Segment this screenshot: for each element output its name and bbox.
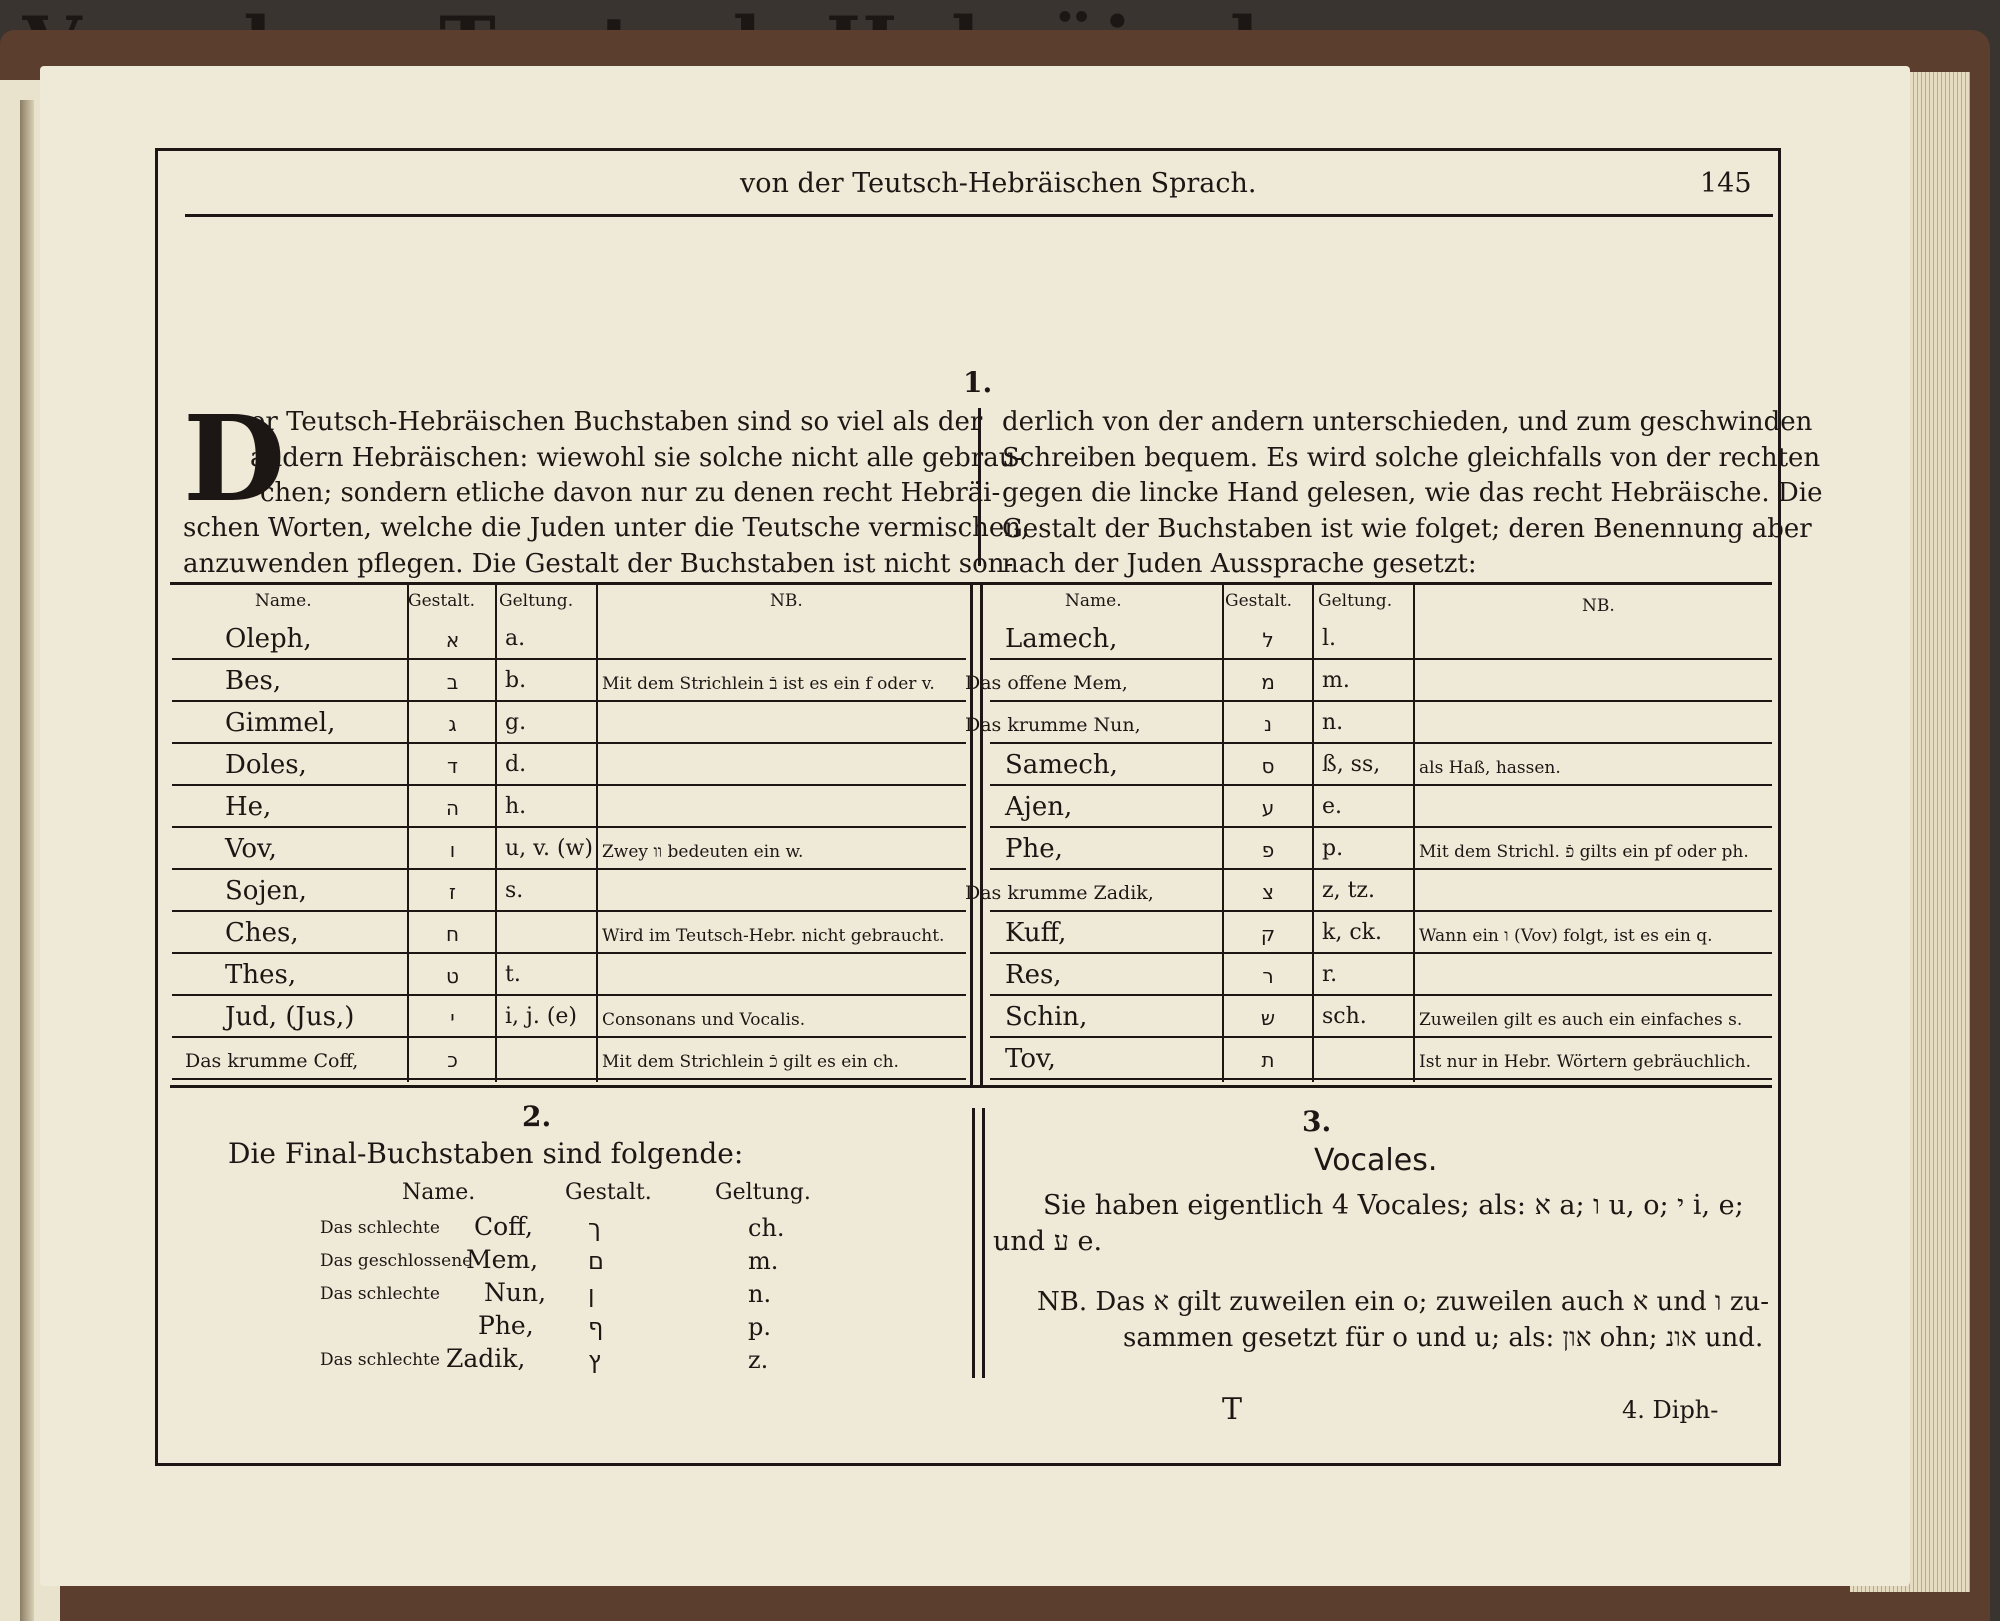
- letter-gestalt: נ: [1263, 712, 1272, 736]
- letter-name: Sojen,: [225, 876, 307, 906]
- letter-name: Oleph,: [225, 624, 312, 654]
- final-geltung: m.: [748, 1247, 779, 1275]
- letter-note: Mit dem Strichlein כֿ gilt es ein ch.: [602, 1052, 899, 1072]
- catchword: 4. Diph-: [1622, 1396, 1719, 1424]
- letter-name: Kuff,: [1005, 918, 1067, 948]
- letter-gestalt: ר: [1262, 964, 1274, 988]
- letter-note: Mit dem Strichl. פֿ gilts ein pf oder ph.: [1419, 842, 1749, 862]
- letter-geltung: u, v. (w): [505, 836, 593, 861]
- final-geltung: n.: [748, 1280, 772, 1308]
- table-row-rule: [172, 1078, 966, 1080]
- table-column-rule: [980, 582, 983, 1085]
- letter-geltung: p.: [1322, 836, 1344, 861]
- letter-note: Zwey וו bedeuten ein w.: [602, 842, 804, 862]
- book-gutter: [20, 100, 34, 1621]
- section-3-number: 3.: [1302, 1105, 1332, 1138]
- letter-gestalt: ס: [1261, 754, 1275, 778]
- text-line: andern Hebräischen: wiewohl sie solche nicht alle gebrau-: [250, 442, 1025, 473]
- left-header-gestalt: Gestalt.: [408, 591, 476, 611]
- letter-gestalt: ה: [445, 796, 460, 820]
- letter-name: Das krumme Nun,: [965, 714, 1141, 736]
- letter-geltung: k, ck.: [1322, 920, 1382, 945]
- letter-geltung: l.: [1322, 626, 1337, 651]
- table-row-rule: [990, 994, 1772, 996]
- table-column-rule: [407, 582, 409, 1082]
- letter-gestalt: ט: [446, 964, 459, 988]
- final-prefix: Das schlechte: [320, 1284, 440, 1304]
- drop-cap: D: [183, 389, 286, 528]
- right-header-name: Name.: [1065, 591, 1122, 611]
- right-header-geltung: Geltung.: [1318, 591, 1393, 611]
- letter-gestalt: ד: [447, 754, 458, 778]
- letter-gestalt: צ: [1262, 880, 1274, 904]
- letter-name: Jud, (Jus,): [225, 1002, 355, 1032]
- table-row-rule: [172, 952, 966, 954]
- table-row-rule: [990, 1078, 1772, 1080]
- table-column-rule: [596, 582, 598, 1082]
- letter-name: Gimmel,: [225, 708, 336, 738]
- text-line: schen Worten, welche die Juden unter die Teutsche vermischen,: [183, 513, 1030, 543]
- bottom-column-rule: [972, 1108, 975, 1378]
- letter-gestalt: כ: [447, 1048, 458, 1072]
- letter-gestalt: מ: [1261, 670, 1275, 694]
- letter-name: Das krumme Coff,: [185, 1050, 359, 1072]
- table-column-rule: [1222, 582, 1224, 1082]
- final-name: Zadik,: [446, 1344, 526, 1373]
- letter-name: He,: [225, 792, 272, 822]
- final-gestalt: ן: [588, 1280, 595, 1308]
- table-row-rule: [990, 784, 1772, 786]
- letter-geltung: g.: [505, 710, 527, 735]
- table-row-rule: [990, 1036, 1772, 1038]
- section-3-heading: Vocales.: [1314, 1143, 1438, 1178]
- table-column-rule: [970, 582, 973, 1085]
- table-column-rule: [1413, 582, 1415, 1082]
- letter-gestalt: ע: [1261, 796, 1275, 820]
- section-1-number: 1.: [963, 366, 993, 399]
- letter-name: Ches,: [225, 918, 299, 948]
- letter-name: Das krumme Zadik,: [965, 882, 1154, 904]
- letter-geltung: a.: [505, 626, 526, 651]
- text-line: Schreiben bequem. Es wird solche gleichfalls von der rechten: [1002, 442, 1821, 473]
- final-prefix: Das geschlossene: [320, 1251, 473, 1271]
- letter-gestalt: א: [445, 628, 460, 652]
- table-bottom-rule: [170, 1085, 1772, 1088]
- table-row-rule: [990, 952, 1772, 954]
- signature-mark: T: [1222, 1392, 1243, 1427]
- final-gestalt: ף: [588, 1313, 604, 1341]
- final-prefix: Das schlechte: [320, 1350, 440, 1370]
- table-row-rule: [990, 910, 1772, 912]
- final-geltung: p.: [748, 1313, 771, 1341]
- final-name: Mem,: [466, 1245, 539, 1274]
- letter-gestalt: י: [450, 1006, 455, 1030]
- letter-geltung: m.: [1322, 668, 1350, 693]
- section-1-right-text: [1002, 405, 1822, 583]
- letter-gestalt: ח: [445, 922, 460, 946]
- table-row-rule: [990, 826, 1772, 828]
- header-rule: [185, 214, 1773, 217]
- table-row-rule: [172, 868, 966, 870]
- left-header-geltung: Geltung.: [499, 591, 574, 611]
- letter-note: Zuweilen gilt es auch ein einfaches s.: [1419, 1010, 1743, 1030]
- final-col-gestalt: Gestalt.: [565, 1180, 652, 1205]
- text-line: nach der Juden Aussprache gesetzt:: [1002, 549, 1477, 579]
- letter-name: Ajen,: [1005, 792, 1073, 822]
- right-header-gestalt: Gestalt.: [1225, 591, 1293, 611]
- letter-geltung: n.: [1322, 710, 1344, 735]
- nb-line-2: sammen gesetzt für o und u; als: און ohn; אונ und.: [1123, 1323, 1764, 1353]
- page-number: 145: [1700, 168, 1752, 199]
- table-row-rule: [172, 658, 966, 660]
- letter-note: Consonans und Vocalis.: [602, 1010, 806, 1030]
- letter-gestalt: ש: [1260, 1006, 1276, 1030]
- letter-geltung: i, j. (e): [505, 1004, 578, 1029]
- table-row-rule: [990, 700, 1772, 702]
- letter-name: Vov,: [225, 834, 277, 864]
- letter-note: Ist nur in Hebr. Wörtern gebräuchlich.: [1419, 1052, 1752, 1072]
- letter-geltung: z, tz.: [1322, 878, 1376, 903]
- letter-gestalt: ז: [449, 880, 456, 904]
- section-1-left-text: [250, 405, 1024, 512]
- final-geltung: z.: [748, 1346, 769, 1374]
- text-line: chen; sondern etliche davon nur zu denen recht Hebräi-: [260, 478, 1001, 508]
- letter-gestalt: ג: [448, 712, 457, 736]
- bottom-column-rule-2: [982, 1108, 985, 1378]
- letter-note: Mit dem Strichlein בֿ ist es ein f oder v.: [602, 674, 935, 694]
- section-2-number: 2.: [522, 1100, 552, 1133]
- letter-name: Phe,: [1005, 834, 1063, 864]
- letter-name: Schin,: [1005, 1002, 1088, 1032]
- left-header-name: Name.: [255, 591, 312, 611]
- letter-geltung: b.: [505, 668, 527, 693]
- table-row-rule: [172, 910, 966, 912]
- letter-gestalt: ל: [1262, 628, 1274, 652]
- letter-geltung: e.: [1322, 794, 1343, 819]
- final-gestalt: ץ: [588, 1346, 601, 1374]
- letter-name: Doles,: [225, 750, 307, 780]
- text-line: anzuwenden pflegen. Die Gestalt der Buchstaben ist nicht son-: [183, 548, 1014, 579]
- final-name: Nun,: [484, 1278, 547, 1307]
- table-row-rule: [172, 994, 966, 996]
- letter-gestalt: ת: [1261, 1048, 1275, 1072]
- table-row-rule: [172, 1036, 966, 1038]
- final-name: Coff,: [474, 1212, 533, 1241]
- letter-note: als Haß, hassen.: [1419, 758, 1561, 778]
- final-name: Phe,: [478, 1311, 534, 1340]
- section-1-left-text-cont: [183, 511, 1029, 582]
- letter-name: Tov,: [1005, 1044, 1056, 1074]
- letter-note: Wann ein ו (Vov) folgt, ist es ein q.: [1419, 926, 1713, 946]
- letter-gestalt: ק: [1260, 922, 1276, 946]
- table-row-rule: [172, 742, 966, 744]
- letter-gestalt: פ: [1261, 838, 1275, 862]
- letter-geltung: ß, ss,: [1322, 752, 1381, 777]
- table-row-rule: [172, 826, 966, 828]
- table-row-rule: [172, 784, 966, 786]
- letter-geltung: r.: [1322, 962, 1338, 987]
- letter-name: Res,: [1005, 960, 1062, 990]
- vocales-line-2: und ע e.: [993, 1226, 1103, 1257]
- table-column-rule: [1312, 582, 1314, 1082]
- table-column-rule: [495, 582, 497, 1082]
- table-row-rule: [990, 742, 1772, 744]
- vocales-line-1: Sie haben eigentlich 4 Vocales; als: א a; ו u, o; י i, e;: [1043, 1190, 1744, 1221]
- letter-geltung: sch.: [1322, 1004, 1367, 1029]
- section-2-heading: Die Final-Buchstaben sind folgende:: [228, 1137, 744, 1170]
- letter-geltung: d.: [505, 752, 527, 777]
- letter-name: Thes,: [225, 960, 297, 990]
- table-row-rule: [990, 658, 1772, 660]
- letter-name: Lamech,: [1005, 624, 1118, 654]
- right-header-nb: NB.: [1582, 596, 1615, 616]
- left-header-nb: NB.: [770, 591, 803, 611]
- final-gestalt: ם: [588, 1247, 604, 1275]
- table-row-rule: [990, 868, 1772, 870]
- table-row-rule: [172, 700, 966, 702]
- final-prefix: Das schlechte: [320, 1218, 440, 1238]
- final-col-geltung: Geltung.: [715, 1180, 811, 1205]
- final-col-name: Name.: [402, 1180, 476, 1205]
- letter-geltung: t.: [505, 962, 521, 987]
- letter-geltung: s.: [505, 878, 524, 903]
- letter-gestalt: ו: [449, 838, 456, 862]
- final-gestalt: ך: [588, 1214, 601, 1242]
- text-line: gegen die lincke Hand gelesen, wie das recht Hebräische. Die: [1002, 478, 1823, 508]
- nb-line-1: NB. Das א gilt zuweilen ein o; zuweilen auch א und ו zu-: [1037, 1287, 1770, 1317]
- text-line: er Teutsch-Hebräischen Buchstaben sind so viel als der: [250, 407, 983, 437]
- letter-name: Das offene Mem,: [965, 672, 1128, 694]
- text-line: derlich von der andern unterschieden, und zum geschwinden: [1002, 407, 1813, 437]
- letter-note: Wird im Teutsch-Hebr. nicht gebraucht.: [602, 926, 945, 946]
- final-geltung: ch.: [748, 1214, 785, 1242]
- letter-geltung: h.: [505, 794, 527, 819]
- running-head: von der Teutsch-Hebräischen Sprach.: [740, 168, 1257, 199]
- letter-name: Samech,: [1005, 750, 1118, 780]
- letter-name: Bes,: [225, 666, 282, 696]
- text-line: Gestalt der Buchstaben ist wie folget; deren Benennung aber: [1002, 513, 1812, 544]
- letter-gestalt: ב: [446, 670, 459, 694]
